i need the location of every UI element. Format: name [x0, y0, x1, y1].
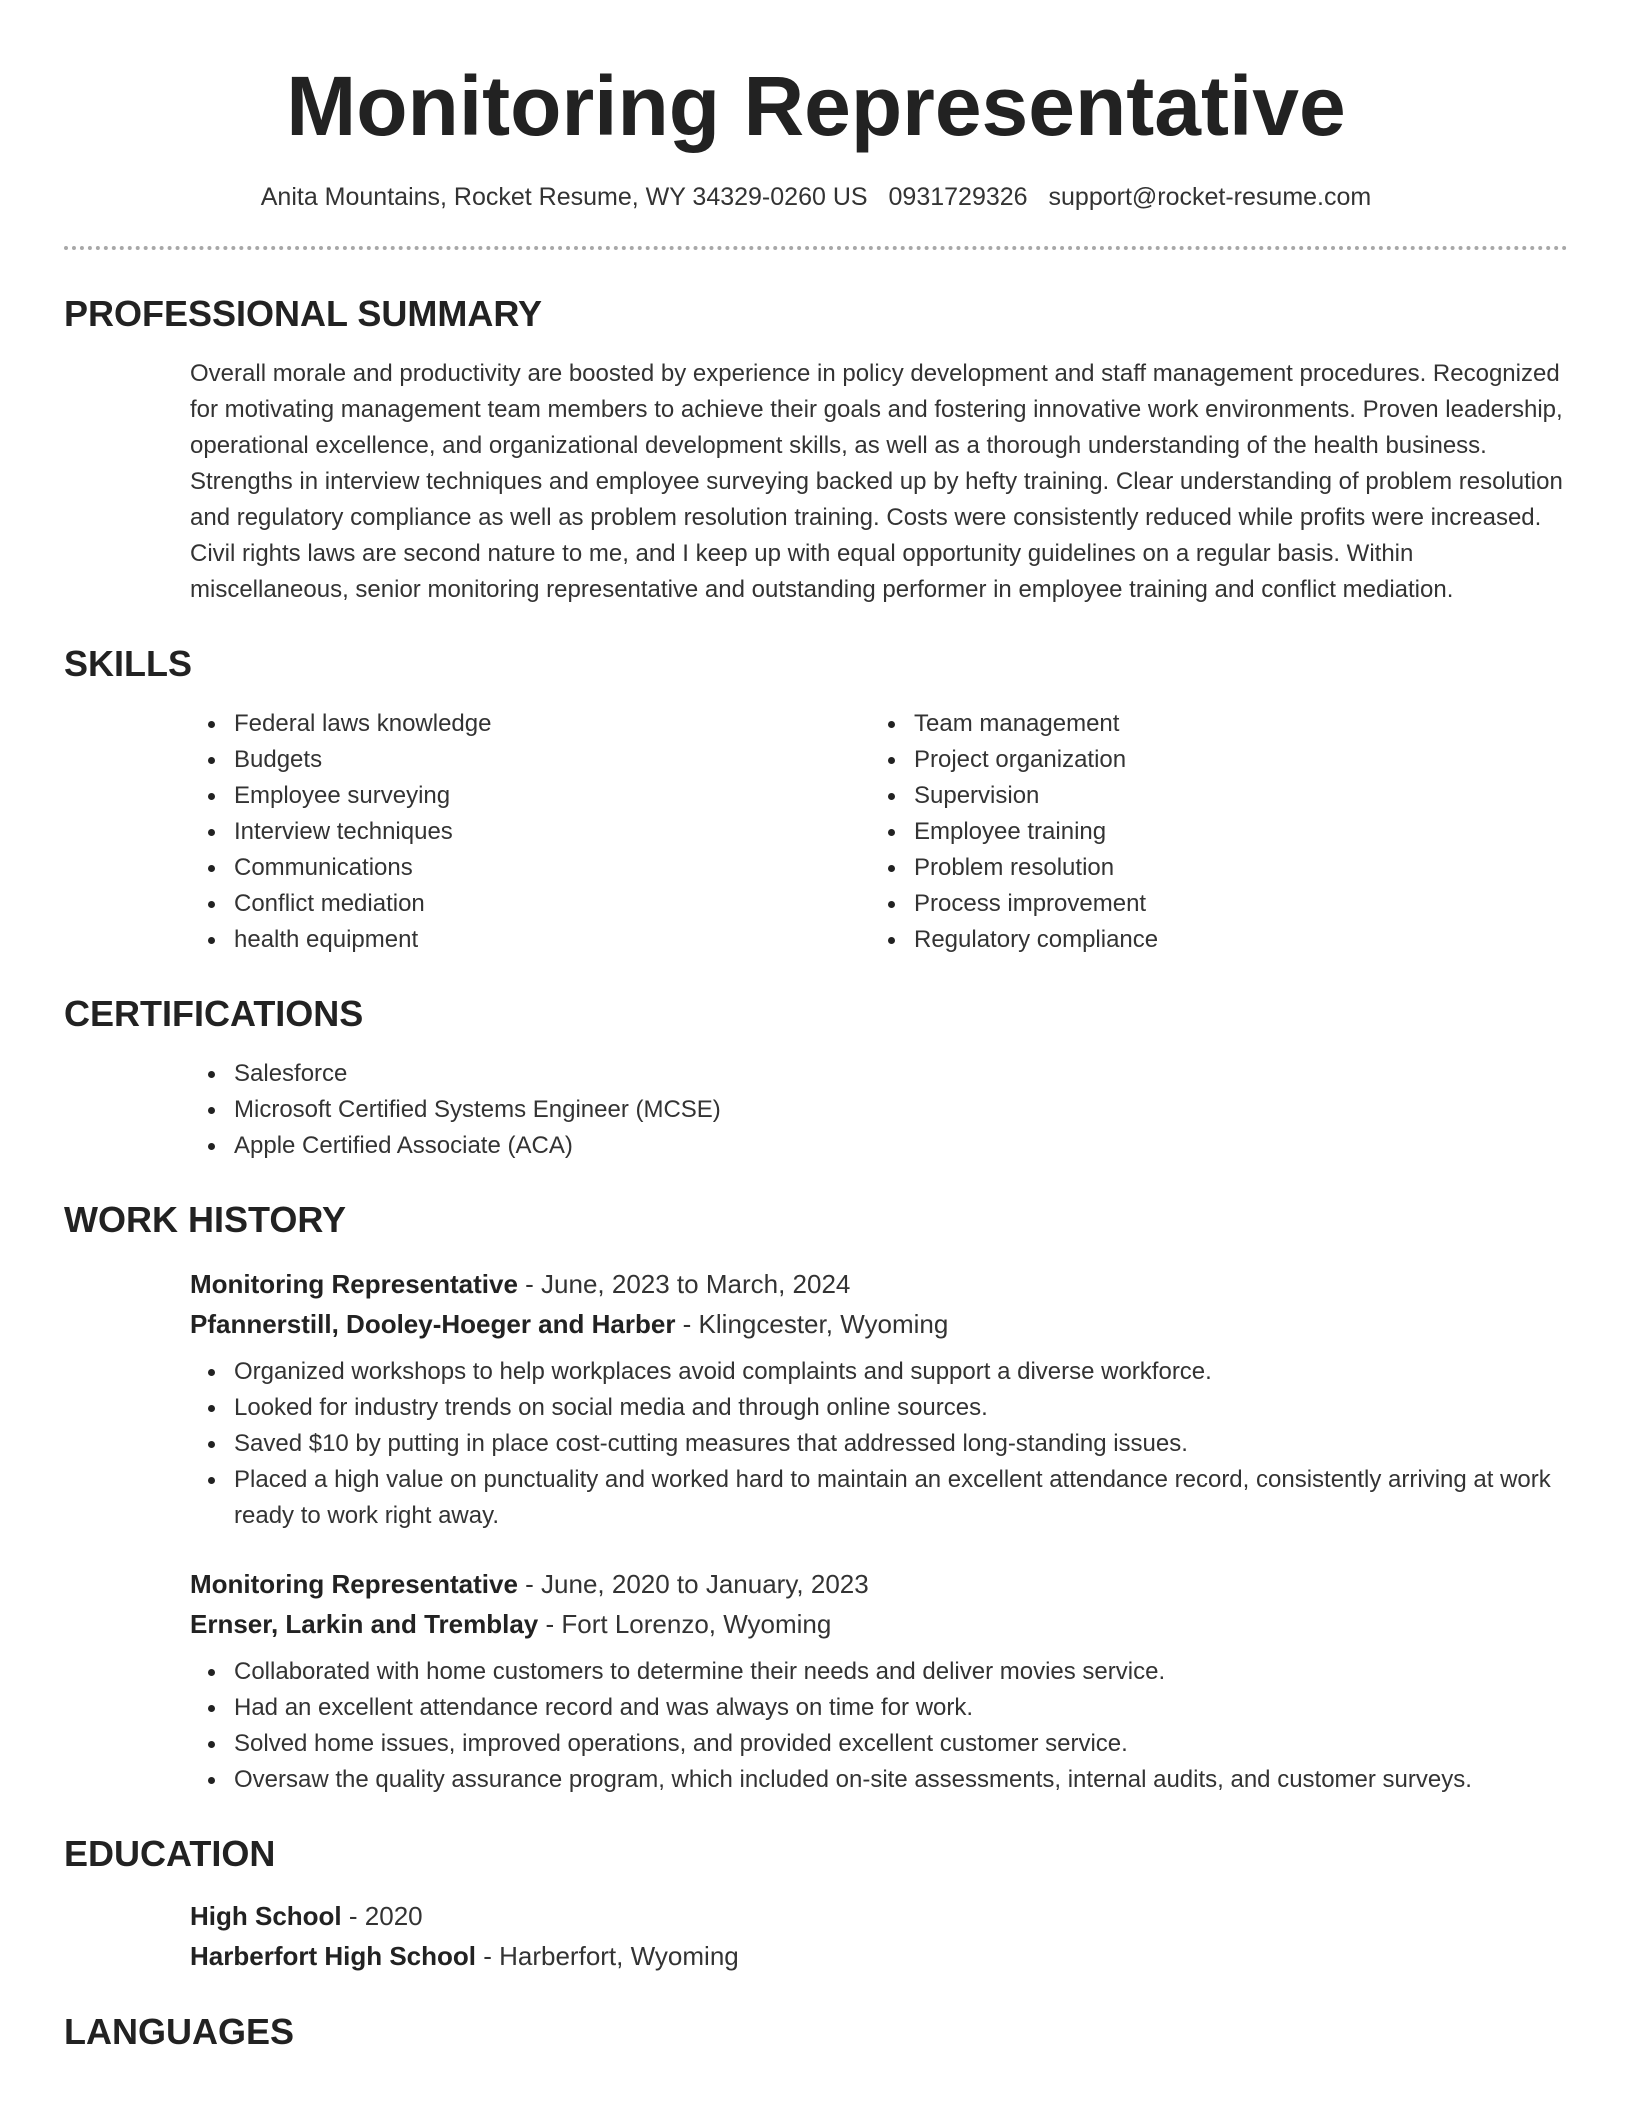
languages-section: [64, 2010, 1568, 2054]
bullet-icon: [208, 901, 215, 908]
certifications-list: [190, 1056, 1568, 1164]
skill-item: Interview techniques: [190, 814, 870, 850]
education-degree: High School: [190, 1901, 342, 1931]
summary-text: Overall morale and productivity are boosted by experience in policy development and staff management procedures. Recognized for motivating management team members to achieve their goals and fostering innovative work environments. Proven leadership, operational excellence, and organizational development skills, as well as a thorough understanding of the health business. Strengths in interview techniques and employee surveying backed up by hefty training. Clear understanding of problem resolution and regulatory compliance as well as problem resolution training. Costs were consistently reduced while profits were increased. Civil rights laws are second nature to me, and I keep up with equal opportunity guidelines on a regular basis. Within miscellaneous, senior monitoring representative and outstanding performer in employee training and conflict mediation.: [190, 360, 1563, 603]
work-history-section: [64, 1198, 1568, 1798]
skills-grid: [190, 706, 1568, 958]
job-entry: [190, 1564, 1568, 1798]
certification-item: Microsoft Certified Systems Engineer (MCSE): [190, 1092, 1568, 1128]
summary-heading: PROFESSIONAL SUMMARY: [64, 293, 543, 334]
skill-item: Conflict mediation: [190, 886, 870, 922]
education-entry: [190, 1896, 1568, 1976]
job-company: Ernser, Larkin and Tremblay: [190, 1609, 539, 1639]
job-dates: - June, 2020 to January, 2023: [517, 1569, 869, 1599]
bullet-icon: [888, 793, 895, 800]
contact-address: Anita Mountains, Rocket Resume, WY 34329-0260 US: [260, 183, 868, 211]
bullet-icon: [208, 1477, 215, 1484]
education-heading: EDUCATION: [64, 1833, 276, 1874]
skills-section: [64, 642, 1568, 958]
bullet-icon: [888, 865, 895, 872]
bullet-icon: [208, 1741, 215, 1748]
job-bullet: Looked for industry trends on social media and through online sources.: [190, 1390, 1568, 1426]
skills-left-column: [190, 706, 870, 958]
header-divider: [64, 246, 1568, 250]
skill-item: Team management: [870, 706, 1550, 742]
certifications-heading: CERTIFICATIONS: [64, 993, 364, 1034]
education-school: Harberfort High School: [190, 1941, 477, 1971]
bullet-icon: [208, 1143, 215, 1150]
education-school-line: [190, 1936, 1568, 1976]
skills-heading: SKILLS: [64, 643, 193, 684]
bullet-icon: [888, 829, 895, 836]
job-bullet: Had an excellent attendance record and was always on time for work.: [190, 1690, 1568, 1726]
certification-item: Salesforce: [190, 1056, 1568, 1092]
job-bullets: [190, 1654, 1568, 1798]
skill-item: Employee training: [870, 814, 1550, 850]
bullet-icon: [208, 757, 215, 764]
skill-item: health equipment: [190, 922, 870, 958]
bullet-icon: [208, 937, 215, 944]
job-title: Monitoring Representative: [190, 1269, 518, 1299]
job-title-line: [190, 1264, 1568, 1304]
bullet-icon: [888, 757, 895, 764]
job-title: Monitoring Representative: [190, 1569, 518, 1599]
job-bullet: Collaborated with home customers to determine their needs and deliver movies service.: [190, 1654, 1568, 1690]
education-year: - 2020: [341, 1901, 423, 1931]
job-dates: - June, 2023 to March, 2024: [517, 1269, 851, 1299]
work-history-heading: WORK HISTORY: [64, 1199, 347, 1240]
education-section: [64, 1832, 1568, 1976]
skill-item: Budgets: [190, 742, 870, 778]
skill-item: Project organization: [870, 742, 1550, 778]
skill-item: Problem resolution: [870, 850, 1550, 886]
skill-item: Supervision: [870, 778, 1550, 814]
bullet-icon: [208, 865, 215, 872]
bullet-icon: [888, 721, 895, 728]
bullet-icon: [208, 721, 215, 728]
job-title-line: [190, 1564, 1568, 1604]
bullet-icon: [208, 1777, 215, 1784]
job-location: - Fort Lorenzo, Wyoming: [538, 1609, 832, 1639]
job-bullet: Solved home issues, improved operations, and provided excellent customer service.: [190, 1726, 1568, 1762]
bullet-icon: [208, 1441, 215, 1448]
bullet-icon: [208, 1071, 215, 1078]
skill-item: Process improvement: [870, 886, 1550, 922]
skill-item: Regulatory compliance: [870, 922, 1550, 958]
languages-heading: LANGUAGES: [64, 2011, 295, 2052]
contact-phone: 0931729326: [888, 183, 1028, 211]
bullet-icon: [888, 937, 895, 944]
bullet-icon: [208, 1669, 215, 1676]
contact-line: [64, 180, 1568, 214]
job-company-line: [190, 1304, 1568, 1344]
certifications-section: [64, 992, 1568, 1164]
job-location: - Klingcester, Wyoming: [675, 1309, 949, 1339]
skill-item: Communications: [190, 850, 870, 886]
skill-item: Federal laws knowledge: [190, 706, 870, 742]
job-company-line: [190, 1604, 1568, 1644]
bullet-icon: [208, 1405, 215, 1412]
skill-item: Employee surveying: [190, 778, 870, 814]
skills-right-column: [870, 706, 1550, 958]
job-bullet: Organized workshops to help workplaces avoid complaints and support a diverse workforce.: [190, 1354, 1568, 1390]
bullet-icon: [208, 829, 215, 836]
job-company: Pfannerstill, Dooley-Hoeger and Harber: [190, 1309, 676, 1339]
bullet-icon: [208, 793, 215, 800]
bullet-icon: [208, 1369, 215, 1376]
job-entry: [190, 1264, 1568, 1534]
bullet-icon: [888, 901, 895, 908]
summary-section: [64, 292, 1568, 608]
education-degree-line: [190, 1896, 1568, 1936]
job-bullet: Placed a high value on punctuality and worked hard to maintain an excellent attendance record, consistently arriving at work ready to work right away.: [190, 1462, 1568, 1534]
certification-item: Apple Certified Associate (ACA): [190, 1128, 1568, 1164]
bullet-icon: [208, 1705, 215, 1712]
job-bullets: [190, 1354, 1568, 1534]
job-bullet: Saved $10 by putting in place cost-cutting measures that addressed long-standing issues.: [190, 1426, 1568, 1462]
resume-name: Monitoring Representative: [286, 59, 1346, 153]
education-location: - Harberfort, Wyoming: [476, 1941, 739, 1971]
bullet-icon: [208, 1107, 215, 1114]
job-bullet: Oversaw the quality assurance program, which included on-site assessments, internal audits, and customer surveys.: [190, 1762, 1568, 1798]
contact-email: support@rocket-resume.com: [1048, 183, 1372, 211]
